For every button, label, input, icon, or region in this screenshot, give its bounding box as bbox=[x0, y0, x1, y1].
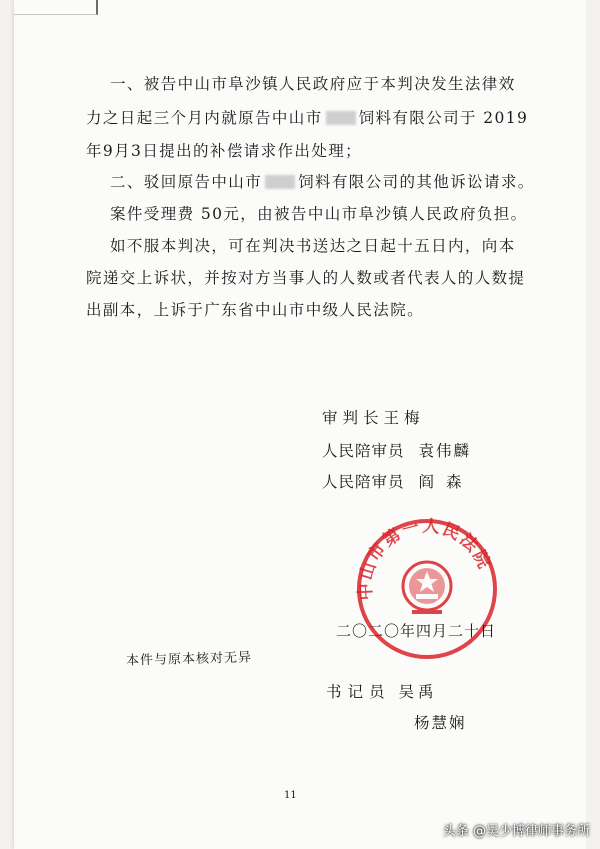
ruling-item-2a: 二、驳回原告中山市 bbox=[110, 173, 263, 191]
ruling-item-2b: 饲料有限公司的其他诉讼请求。 bbox=[298, 173, 535, 191]
judgment-date: 二〇二〇年四月二十日 bbox=[336, 622, 497, 640]
juror-1-title: 人民陪审员 bbox=[322, 442, 405, 460]
ruling-item-1-line-3: 年9月3日提出的补偿请求作出处理； bbox=[86, 142, 363, 160]
ruling-item-1-line-2a: 力之日起三个月内就原告中山市 bbox=[86, 109, 323, 127]
clerk-title: 书记员 bbox=[326, 683, 391, 701]
certification-stamp: 本件与原本核对无异 bbox=[125, 650, 253, 669]
ruling-item-1-line-1: 一、被告中山市阜沙镇人民政府应于本判决发生法律效 bbox=[110, 75, 516, 93]
juror-1-name: 袁伟麟 bbox=[418, 442, 472, 460]
ruling-item-1-line-2 bbox=[86, 106, 528, 128]
presiding-judge: 审判长王梅 bbox=[322, 409, 425, 427]
document-page bbox=[14, 0, 586, 849]
seal-text: 中山市第一人民法院 bbox=[355, 516, 495, 601]
clerk-1 bbox=[326, 680, 438, 702]
clerk-2-name: 杨慧娴 bbox=[414, 714, 467, 732]
national-emblem-icon bbox=[403, 562, 451, 614]
appeal-clause-line-2: 院递交上诉状，并按对方当事人的人数或者代表人的人数提 bbox=[86, 269, 526, 287]
appeal-clause-line-1: 如不服本判决，可在判决书送达之日起十五日内，向本 bbox=[110, 237, 516, 255]
scan-edge bbox=[14, 0, 98, 15]
juror-1 bbox=[322, 439, 471, 461]
appeal-clause-line-3: 出副本，上诉于广东省中山市中级人民法院。 bbox=[86, 301, 425, 319]
juror-2-name: 阎森 bbox=[418, 473, 474, 491]
court-seal bbox=[352, 514, 502, 664]
fee-clause: 案件受理费 50元，由被告中山市阜沙镇人民政府负担。 bbox=[110, 205, 528, 223]
redacted-name bbox=[265, 175, 295, 189]
page-number: 11 bbox=[284, 790, 297, 801]
juror-2 bbox=[322, 470, 474, 492]
source-watermark: 头条 @吴少博律师事务所 bbox=[442, 824, 590, 839]
redacted-name bbox=[326, 111, 356, 125]
ruling-item-1-line-2b: 饲料有限公司于 2019 bbox=[358, 109, 529, 127]
ruling-item-2 bbox=[110, 170, 535, 192]
juror-2-title: 人民陪审员 bbox=[322, 473, 405, 491]
clerk-1-name: 吴禹 bbox=[398, 683, 438, 701]
